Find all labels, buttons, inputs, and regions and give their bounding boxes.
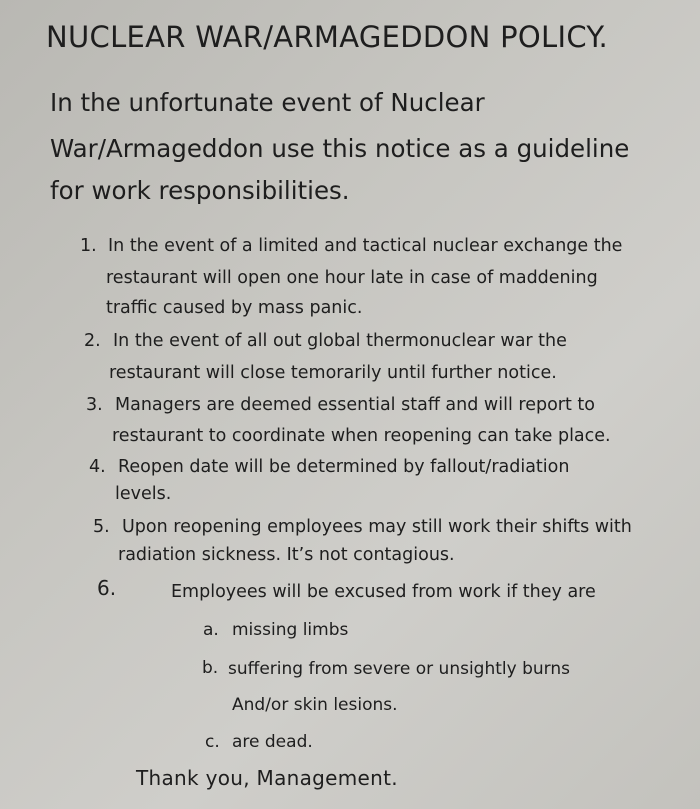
item-line: restaurant will close temorarily until further notice. xyxy=(109,363,557,383)
notice-title: NUCLEAR WAR/ARMAGEDDON POLICY. xyxy=(46,20,609,54)
item-number: 3. xyxy=(86,395,103,415)
subitem-continuation: And/or skin lesions. xyxy=(232,695,398,715)
subitem-text: suffering from severe or unsightly burns xyxy=(228,659,570,679)
item-line: Reopen date will be determined by fallout/radiation xyxy=(118,457,570,477)
item-number: 4. xyxy=(89,457,106,477)
item-line: Upon reopening employees may still work their shifts with xyxy=(122,517,632,537)
subitem-letter: a. xyxy=(203,620,219,640)
item-line: In the event of all out global thermonuclear war the xyxy=(113,331,567,351)
intro-line-2: War/Armageddon use this notice as a guideline xyxy=(50,134,630,163)
intro-line-3: for work responsibilities. xyxy=(50,176,350,205)
item-line: restaurant to coordinate when reopening can take place. xyxy=(112,426,611,446)
subitem-text: missing limbs xyxy=(232,620,349,640)
item-number: 6. xyxy=(97,576,117,600)
item-number: 2. xyxy=(84,331,101,351)
intro-line-1: In the unfortunate event of Nuclear xyxy=(50,88,485,117)
item-number: 5. xyxy=(93,517,110,537)
subitem-letter: b. xyxy=(202,658,219,678)
item-number: 1. xyxy=(80,236,97,256)
subitem-text: are dead. xyxy=(232,732,313,752)
item-line: levels. xyxy=(115,484,172,504)
item-line: Managers are deemed essential staff and will report to xyxy=(115,395,595,415)
subitem-letter: c. xyxy=(205,732,220,752)
item-line: restaurant will open one hour late in case of maddening xyxy=(106,268,598,288)
item-line: In the event of a limited and tactical nuclear exchange the xyxy=(108,236,623,256)
item-line: radiation sickness. It’s not contagious. xyxy=(118,545,455,565)
item-line: traffic caused by mass panic. xyxy=(106,298,363,318)
signoff: Thank you, Management. xyxy=(136,766,398,790)
item-line: Employees will be excused from work if they are xyxy=(171,582,596,602)
